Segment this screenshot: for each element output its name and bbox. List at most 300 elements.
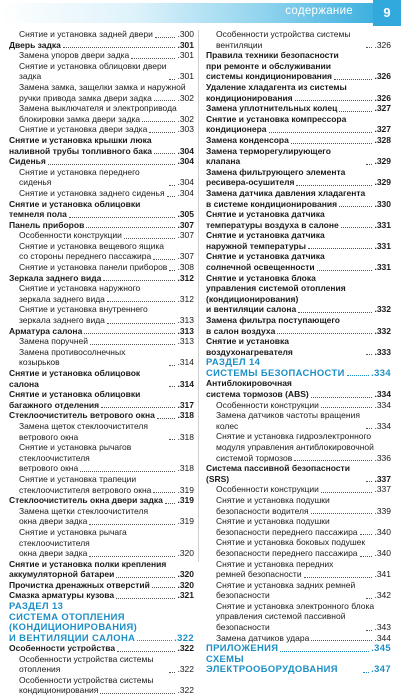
entry-page-number: .329	[374, 156, 391, 167]
entry-page-number: .347	[371, 663, 391, 675]
toc-sub-entry	[9, 421, 194, 442]
entry-page-number: .341	[374, 569, 391, 580]
toc-sub-entry	[206, 548, 391, 559]
entry-title: багажного отделения	[9, 399, 100, 410]
page-header	[0, 0, 403, 26]
dot-leader	[169, 439, 175, 440]
entry-page-number: .332	[374, 325, 391, 336]
toc-sub-entry	[9, 188, 194, 199]
entry-title: темнеля пола	[9, 209, 67, 220]
dot-leader	[69, 217, 176, 218]
toc-main-entry	[206, 294, 391, 305]
toc-main-entry	[206, 114, 391, 125]
toc-sub-entry	[9, 50, 194, 61]
dot-leader	[169, 672, 175, 673]
entry-title: Снятие и установка передних	[216, 558, 334, 569]
entry-title: стеклоочистителя ветрового окна	[19, 484, 152, 495]
dot-leader	[311, 513, 373, 514]
entry-title: Снятие и установка переднего сиденья	[19, 166, 140, 188]
toc-main-entry	[9, 40, 194, 51]
dot-leader	[63, 47, 176, 48]
entry-page-number: .331	[374, 240, 391, 251]
dot-leader	[277, 333, 372, 334]
dot-leader	[107, 301, 176, 302]
dot-leader	[169, 270, 175, 271]
toc-main-entry	[9, 590, 194, 601]
entry-title: блокировки замка двери задка	[19, 113, 141, 124]
dot-leader	[366, 630, 372, 631]
toc-sub-entry	[9, 251, 194, 262]
toc-main-entry	[206, 326, 391, 337]
entry-title: Замена щеток стеклоочистителя ветрового окна	[19, 420, 148, 442]
toc-main-entry	[206, 135, 391, 146]
toc-main-entry	[9, 156, 194, 167]
toc-sub-entry	[206, 559, 391, 570]
entry-title: Снятие и установка компрессора	[206, 113, 347, 124]
toc-sub-entry	[206, 495, 391, 506]
toc-sub-entry	[9, 230, 194, 241]
entry-page-number: .302	[177, 113, 194, 124]
dot-leader	[366, 598, 372, 599]
toc-main-entry	[206, 304, 391, 315]
entry-page-number: .329	[374, 177, 391, 188]
toc-sub-entry	[9, 675, 194, 686]
dot-leader	[298, 312, 372, 313]
entry-title: Замена конденсора	[206, 134, 289, 145]
entry-title: Замена датчиков удара	[216, 632, 310, 643]
entry-title: Замена датчиков частоты вращения колес	[216, 410, 360, 431]
entry-title: температуры воздуха в салоне	[206, 219, 339, 230]
entry-page-number: .330	[374, 198, 391, 209]
dot-leader	[149, 132, 175, 133]
entry-page-number: .340	[374, 526, 391, 537]
entry-title: Снятие и установка задней двери	[19, 29, 153, 39]
entry-title: Особенности конструкции	[19, 230, 122, 241]
entry-title: Снятие и установка трапеции	[19, 473, 137, 484]
entry-title: Особенности конструкции	[216, 484, 319, 495]
dot-leader	[169, 185, 175, 186]
toc-main-entry	[9, 643, 194, 654]
toc-main-entry	[206, 82, 391, 93]
entry-page-number: .305	[177, 209, 194, 220]
toc-sub-entry	[206, 431, 391, 442]
dot-leader	[339, 111, 372, 112]
entry-title: Снятие и установка гидроэлектронного	[216, 431, 372, 442]
entry-title: Замена поручней	[19, 336, 89, 347]
toc-sub-entry	[9, 315, 194, 326]
entry-title: Замена уплотнительных колец	[206, 103, 338, 114]
toc-main-entry	[9, 199, 194, 210]
toc-sub-entry	[206, 601, 391, 612]
entry-page-number: .313	[177, 315, 194, 326]
toc-main-entry	[206, 220, 391, 231]
entry-title: Снятие и установка датчика	[206, 209, 325, 220]
toc-sub-entry	[9, 262, 194, 273]
entry-title: системы кондиционирования	[206, 71, 333, 82]
entry-title: Сиденья	[9, 156, 46, 167]
toc-sub-entry	[9, 283, 194, 294]
entry-page-number: .322	[177, 664, 194, 675]
dot-leader	[90, 344, 175, 345]
toc-sub-entry	[9, 336, 194, 347]
dot-leader	[116, 577, 175, 578]
dot-leader	[321, 492, 373, 493]
dot-leader	[107, 323, 176, 324]
entry-title: Снятие и установка двери задка	[19, 124, 148, 135]
entry-page-number: .308	[177, 262, 194, 273]
toc-main-entry	[206, 336, 391, 357]
entry-page-number: .334	[374, 420, 391, 431]
entry-page-number: .322	[174, 631, 194, 643]
entry-title: Снятие и установка облицовки	[9, 198, 141, 209]
dot-leader	[280, 651, 369, 652]
entry-page-number: .320	[177, 569, 194, 580]
dot-leader	[86, 227, 175, 228]
entry-page-number: .345	[371, 642, 391, 654]
entry-title: кондиционирования	[206, 92, 293, 103]
entry-title: Снятие и установка рычага стеклоочистителя	[19, 526, 127, 548]
toc-main-entry	[9, 410, 194, 421]
toc-sub-entry	[9, 485, 194, 496]
entry-title: Снятие и установка заднего сиденья	[19, 187, 165, 198]
dot-leader	[169, 365, 175, 366]
toc-sub-entry	[206, 580, 391, 601]
dot-leader	[131, 58, 175, 59]
entry-page-number: .307	[177, 230, 194, 241]
entry-page-number: .320	[177, 579, 194, 590]
toc-main-entry	[9, 559, 194, 570]
dot-leader	[48, 164, 176, 165]
dot-leader	[101, 407, 175, 408]
entry-title: Замена выключателя и электропривода	[19, 103, 177, 114]
entry-title: (кондиционирования)	[206, 293, 299, 304]
entry-title: Антиблокировочная	[206, 378, 292, 389]
entry-title: Стеклоочиститель ветрового окна	[9, 410, 155, 421]
entry-page-number: .344	[374, 632, 391, 643]
dot-leader	[100, 693, 175, 694]
toc-main-entry	[9, 389, 194, 400]
dot-leader	[366, 164, 372, 165]
dot-leader	[153, 492, 175, 493]
dot-leader	[89, 524, 175, 525]
toc-main-entry	[206, 262, 391, 273]
entry-page-number: .312	[177, 272, 194, 283]
dot-leader	[152, 587, 176, 588]
toc-sub-entry	[206, 29, 391, 50]
entry-title: система тормозов (ABS)	[206, 389, 309, 399]
entry-page-number: .337	[374, 484, 391, 495]
entry-title: Удаление хладагента из системы	[206, 81, 347, 92]
entry-page-number: .320	[177, 548, 194, 559]
toc-sub-entry	[9, 463, 194, 474]
dot-leader	[366, 428, 372, 429]
toc-main-entry	[9, 209, 194, 220]
toc-sub-entry	[9, 29, 194, 40]
toc-main-entry	[9, 326, 194, 337]
entry-title: Замена фильтра поступающего	[206, 315, 340, 326]
dot-leader	[347, 375, 369, 376]
toc-sub-entry	[9, 82, 194, 93]
entry-title: Особенности устройства системы	[19, 674, 154, 685]
entry-page-number: .304	[177, 156, 194, 167]
dot-leader	[304, 577, 373, 578]
toc-main-entry	[9, 368, 194, 389]
toc-sub-entry	[9, 114, 194, 125]
section-heading: СИСТЕМА ОТОПЛЕНИЯ	[9, 610, 125, 622]
entry-title: Особенности устройства системы отопления	[19, 653, 154, 675]
entry-page-number: .301	[177, 50, 194, 61]
toc-sub-entry	[9, 294, 194, 305]
entry-title: Снятие и установка внутреннего	[19, 304, 148, 315]
entry-title: и вентиляции салона	[206, 304, 297, 315]
entry-title: наружной температуры	[206, 240, 306, 251]
toc-section-entry	[206, 643, 391, 654]
entry-title: Дверь задка	[9, 39, 61, 50]
dot-leader	[321, 407, 373, 408]
toc-main-entry	[9, 273, 194, 284]
dot-leader	[157, 418, 176, 419]
dot-leader	[360, 534, 373, 535]
section-heading: РАЗДЕЛ 13	[9, 600, 64, 612]
entry-page-number: .326	[374, 39, 391, 50]
entry-title: безопасности переднего пассажира	[216, 547, 358, 558]
toc-main-entry	[206, 273, 391, 284]
entry-page-number: .313	[177, 336, 194, 347]
dot-leader	[117, 651, 175, 652]
dot-leader	[291, 143, 373, 144]
entry-title: Снятие и установка облицовки	[9, 389, 141, 400]
toc-section-entry	[9, 633, 194, 644]
dot-leader	[294, 460, 372, 461]
entry-title: Снятие и установка воздухонагревателя	[206, 336, 293, 357]
entry-title: Замена противосолнечных козырьков	[19, 346, 126, 368]
section-heading: РАЗДЕЛ 14	[206, 356, 261, 368]
toc-main-entry	[9, 580, 194, 591]
toc-main-entry	[9, 569, 194, 580]
dot-leader	[103, 280, 175, 281]
dot-leader	[311, 640, 372, 641]
dot-leader	[84, 333, 175, 334]
entry-title: управления системой отопления	[206, 283, 346, 294]
toc-main-entry	[206, 378, 391, 389]
entry-title: Замена терморегулирующего клапана	[206, 145, 331, 167]
entry-title: Замена фильтрующего элемента	[206, 166, 346, 177]
dot-leader	[153, 259, 175, 260]
toc-main-entry	[206, 188, 391, 199]
entry-title: Особенности устройства	[9, 643, 116, 654]
entry-page-number: .333	[374, 346, 391, 357]
entry-page-number: .339	[374, 505, 391, 516]
entry-page-number: .319	[177, 484, 194, 495]
entry-title: в салон воздуха	[206, 325, 276, 336]
toc-sub-entry	[9, 347, 194, 368]
section-heading: (КОНДИЦИОНИРОВАНИЯ)	[9, 621, 138, 633]
entry-title: Снятие и установка рычагов стеклоочистителя	[19, 442, 132, 463]
entry-page-number: .327	[374, 124, 391, 135]
dot-leader	[308, 248, 372, 249]
entry-page-number: .302	[177, 92, 194, 103]
entry-page-number: .312	[177, 293, 194, 304]
dot-leader	[137, 640, 172, 641]
dot-leader	[165, 503, 176, 504]
toc-main-entry	[206, 315, 391, 326]
entry-page-number: .343	[374, 622, 391, 633]
toc-sub-entry	[9, 304, 194, 315]
entry-title: Снятие и установка блока	[206, 272, 316, 283]
dot-leader	[295, 100, 373, 101]
toc-main-entry	[206, 209, 391, 220]
entry-page-number: .334	[374, 389, 391, 399]
dot-leader	[169, 79, 175, 80]
toc-sub-entry	[206, 527, 391, 538]
page-number: 9	[373, 0, 401, 26]
toc-main-entry	[9, 220, 194, 231]
entry-title: модуля управления антиблокировочной	[216, 441, 374, 452]
toc-main-entry	[206, 93, 391, 104]
entry-title: И ВЕНТИЛЯЦИИ САЛОНА	[9, 631, 136, 643]
entry-title: в системе кондиционирования	[206, 198, 338, 209]
toc-main-entry	[206, 463, 391, 484]
toc-sub-entry	[9, 124, 194, 135]
entry-page-number: .300	[177, 29, 194, 39]
toc-main-entry	[206, 124, 391, 135]
dot-leader	[154, 153, 175, 154]
dot-leader	[80, 471, 175, 472]
entry-title: Арматура салона	[9, 325, 83, 336]
entry-title: Особенности устройства системы вентиляции	[216, 29, 351, 50]
entry-title: при ремонте и обслуживании	[206, 60, 331, 71]
entry-title: кондиционирования	[19, 685, 99, 696]
entry-page-number: .319	[177, 516, 194, 527]
toc-sub-entry	[206, 410, 391, 431]
toc-main-entry	[206, 241, 391, 252]
toc-sub-entry	[9, 442, 194, 463]
entry-title: Снятие и установка вещевого ящика	[19, 240, 165, 251]
toc-sub-entry	[9, 527, 194, 548]
header-title: содержание	[285, 5, 353, 17]
entry-page-number: .304	[177, 177, 194, 188]
toc-sub-entry	[9, 474, 194, 485]
toc-main-entry	[9, 495, 194, 506]
entry-page-number: .307	[177, 219, 194, 230]
toc-main-entry	[206, 389, 391, 400]
toc-sub-entry	[9, 654, 194, 675]
entry-page-number: .332	[374, 304, 391, 315]
toc-column-left	[9, 29, 194, 696]
toc-section-entry	[206, 368, 391, 379]
entry-page-number: .322	[177, 643, 194, 654]
dot-leader	[116, 598, 175, 599]
toc-main-entry	[206, 251, 391, 262]
entry-title: Снятие и установка датчика	[206, 230, 325, 241]
entry-title: со стороны переднего пассажира	[19, 251, 152, 262]
entry-title: Особенности конструкции	[216, 399, 319, 410]
entry-page-number: .322	[177, 685, 194, 696]
entry-page-number: .326	[374, 92, 391, 103]
toc-sub-entry	[9, 685, 194, 696]
toc-main-entry	[206, 230, 391, 241]
toc-main-entry	[206, 283, 391, 294]
toc-sub-entry	[206, 537, 391, 548]
toc-sub-entry	[9, 167, 194, 188]
entry-page-number: .307	[177, 251, 194, 262]
toc-sub-entry	[9, 61, 194, 82]
dot-leader	[339, 206, 372, 207]
entry-page-number: .342	[374, 590, 391, 601]
entry-title: ручки привода замка двери задка	[19, 92, 152, 103]
dot-leader	[363, 672, 369, 673]
toc-sub-entry	[206, 453, 391, 464]
entry-title: наливной трубы топливного бака	[9, 145, 152, 156]
entry-title: безопасности переднего пассажира	[216, 526, 358, 537]
entry-page-number: .321	[177, 590, 194, 601]
toc-sub-entry	[206, 569, 391, 580]
toc-sub-entry	[206, 506, 391, 517]
entry-page-number: .340	[374, 547, 391, 558]
entry-page-number: .334	[374, 399, 391, 410]
dot-leader	[142, 121, 175, 122]
entry-title: Снятие и установка электронного блока	[216, 600, 375, 611]
entry-title: окна двери задка	[19, 516, 88, 527]
toc-main-entry	[206, 167, 391, 178]
dot-leader	[167, 196, 176, 197]
toc-sub-entry	[206, 633, 391, 644]
entry-page-number: .314	[177, 357, 194, 368]
toc-sub-entry	[206, 400, 391, 411]
entry-title: ПРИЛОЖЕНИЯ	[206, 642, 279, 654]
entry-title: зеркала заднего вида	[19, 293, 105, 304]
entry-title: Замена щетки стеклоочистителя	[19, 505, 149, 516]
entry-title: зеркала заднего вида	[19, 315, 105, 326]
dot-leader	[360, 556, 373, 557]
toc-column-right	[206, 29, 391, 675]
dot-leader	[124, 238, 176, 239]
entry-page-number: .301	[177, 71, 194, 82]
column-divider	[198, 30, 199, 562]
entry-page-number: .303	[177, 124, 194, 135]
entry-title: Снятие и установка облицовок салона	[9, 368, 141, 389]
toc-sub-entry	[9, 516, 194, 527]
entry-title: Снятие и установка задних ремней безопасности	[216, 579, 356, 601]
toc-main-entry	[206, 199, 391, 210]
entry-title: Зеркала заднего вида	[9, 272, 102, 283]
entry-title: ветрового окна	[19, 463, 79, 474]
dot-leader	[366, 47, 372, 48]
entry-page-number: .327	[374, 103, 391, 114]
entry-title: Стеклоочиститель окна двери задка	[9, 495, 163, 506]
toc-sub-entry	[9, 506, 194, 517]
entry-page-number: .337	[374, 473, 391, 484]
entry-title: солнечной освещенности	[206, 262, 315, 273]
dot-leader	[89, 556, 175, 557]
dot-leader	[169, 386, 175, 387]
entry-title: Снятие и установка панели приборов	[19, 262, 168, 273]
entry-title: Снятие и установка полки крепления	[9, 558, 167, 569]
entry-title: Система пассивной безопасности (SRS)	[206, 463, 350, 484]
entry-title: Снятие и установка боковых подушек	[216, 537, 366, 548]
dot-leader	[296, 185, 372, 186]
entry-title: Снятие и установка датчика	[206, 251, 325, 262]
dot-leader	[341, 227, 373, 228]
entry-title: Снятие и установка облицовки двери задка	[19, 60, 167, 82]
entry-title: безопасности водителя	[216, 505, 309, 516]
dot-leader	[269, 132, 373, 133]
entry-page-number: .314	[177, 378, 194, 389]
toc-sub-entry	[9, 241, 194, 252]
entry-title: СХЕМЫ ЭЛЕКТРООБОРУДОВАНИЯ	[206, 652, 338, 675]
entry-page-number: .328	[374, 134, 391, 145]
entry-title: Прочистка дренажных отверстий	[9, 579, 150, 590]
